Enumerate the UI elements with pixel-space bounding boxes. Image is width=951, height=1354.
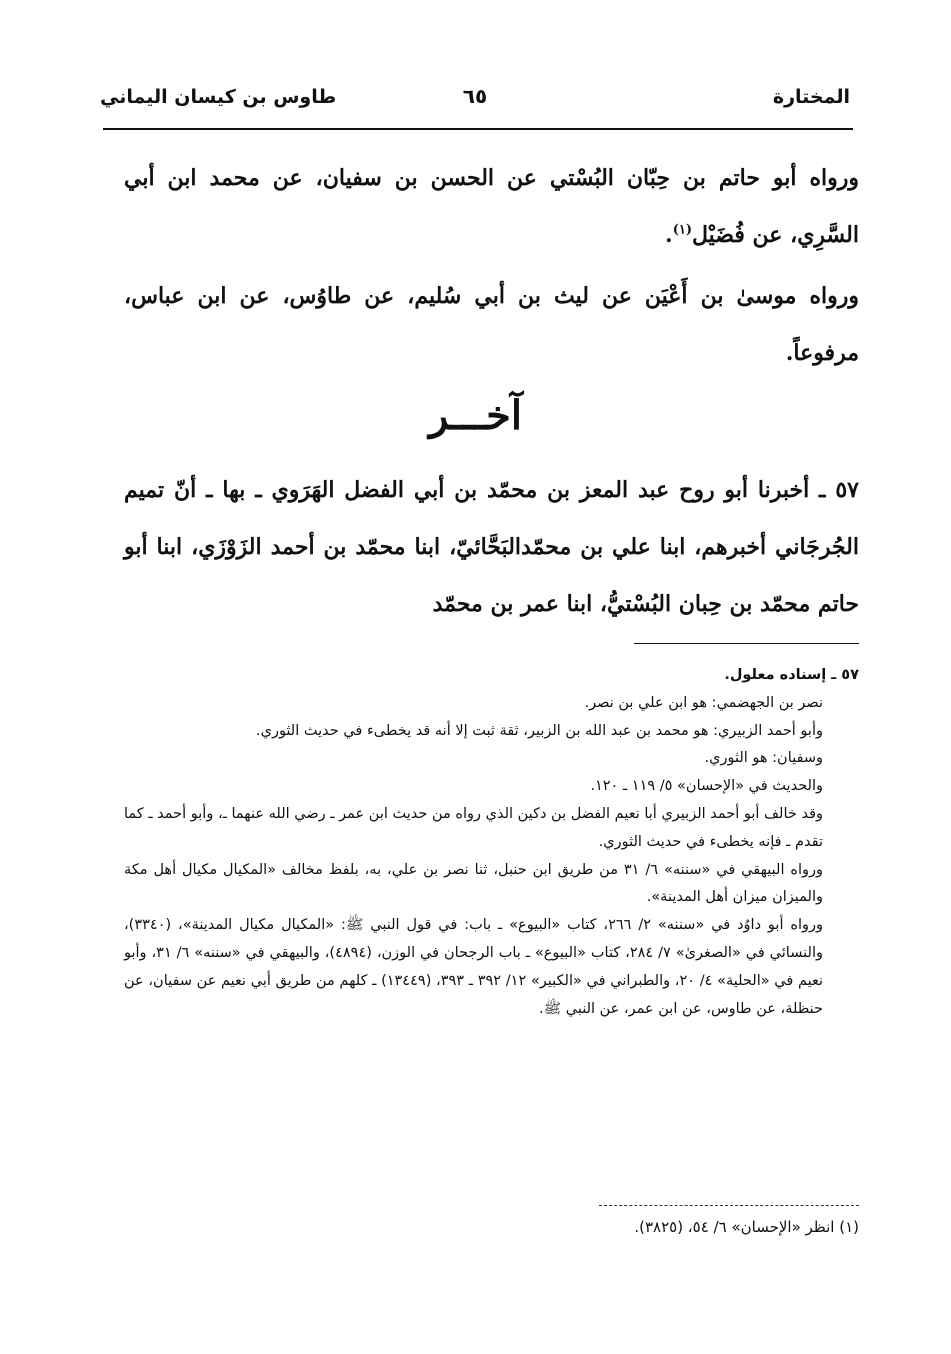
paragraph-2-text: ورواه موسىٰ بن أَعْيَن عن ليث بن أبي سُليم، عن طاوُس، عن ابن عباس، مرفوعاً.: [124, 283, 859, 366]
page-number: ٦٥: [462, 84, 488, 108]
note-line: نصر بن الجهضمي: هو ابن علي بن نصر.: [584, 694, 823, 711]
paragraph-1-text: ورواه أبو حاتم بن حِبّان البُسْتي عن الحسن بن سفيان، عن محمد ابن أبي السَّرِي، عن فُضَيْل: [124, 165, 859, 248]
footnote-divider: [599, 1205, 859, 1206]
note-line: والحديث في «الإحسان» ٥/ ١١٩ ـ ١٢٠.: [590, 778, 823, 795]
section-title: آخـــر: [428, 392, 523, 439]
header-chapter-title: طاوس بن كيسان اليماني: [100, 86, 337, 108]
hadith-57-text: ٥٧ ـ أخبرنا أبو روح عبد المعز بن محمّد بن أبي الفضل الهَرَوي ـ بها ـ أنّ تميم الجُرجَاني أخبرهم، ابنا علي بن محمّدالبَحَّائيّ، ابنا محمّد بن أحمد الزَوْزَي، ابنا أبو حاتم محمّد بن حِبان البُسْتيُّ، ابنا عمر بن محمّد: [124, 477, 859, 617]
paragraph-1-end: .: [665, 222, 673, 248]
header-rule: [103, 128, 853, 130]
hadith-57: [124, 462, 859, 633]
note-line: ٥٧ ـ إسناده معلول.: [724, 667, 859, 683]
commentary-notes: [124, 662, 859, 1023]
note-line: وسفيان: هو الثوري.: [704, 750, 823, 767]
footnotes-rule: [634, 643, 859, 644]
note-line: ورواه أبو داوُد في «سننه» ٢/ ٢٦٦، كتاب «البيوع» ـ باب: في قول النبي ﷺ: «المكيال مكيال المدينة»، (٣٣٤٠)، والنسائي في «الصغرىٰ» ٧/ ٢٨٤، كتاب «البيوع» ـ باب الرجحان في الوزن، (٤٨٩٤)، والبيهقي في «سننه» ٦/ ٣١، وأبو نعيم في «الحلية» ٤/ ٢٠، والطبراني في «الكبير» ١٢/ ٣٩٢ ـ ٣٩٣، (١٣٤٤٩) ـ كلهم من طريق أبي نعيم عن سفيان، عن حنظلة، عن طاوس، عن ابن عمر، عن النبي ﷺ.: [124, 917, 824, 1017]
note-line: وأبو أحمد الزبيري: هو محمد بن عبد الله بن الزبير، ثقة ثبت إلا أنه قد يخطىء في حديث الثوري.: [255, 722, 823, 739]
footnote-1: (١) انظر «الإحسان» ٦/ ٥٤، (٣٨٢٥).: [634, 1218, 859, 1236]
note-line: وقد خالف أبو أحمد الزبيري أبا نعيم الفضل بن دكين الذي رواه من حديث ابن عمر ـ رضي الله عنهما ـ، وأبو أحمد ـ كما تقدم ـ فإنه يخطىء في حديث الثوري.: [124, 805, 823, 850]
header-book-title: المختارة: [772, 86, 850, 108]
paragraph-2: [124, 268, 859, 382]
paragraph-1: [124, 150, 859, 264]
footnote-ref-1[interactable]: (١): [672, 222, 692, 238]
note-line: ورواه البيهقي في «سننه» ٦/ ٣١ من طريق ابن حنبل، ثنا نصر بن علي، به، بلفظ مخالف «المكيال مكيال أهل مكة والميزان ميزان أهل المدينة».: [124, 861, 824, 906]
page-header: [100, 80, 850, 120]
